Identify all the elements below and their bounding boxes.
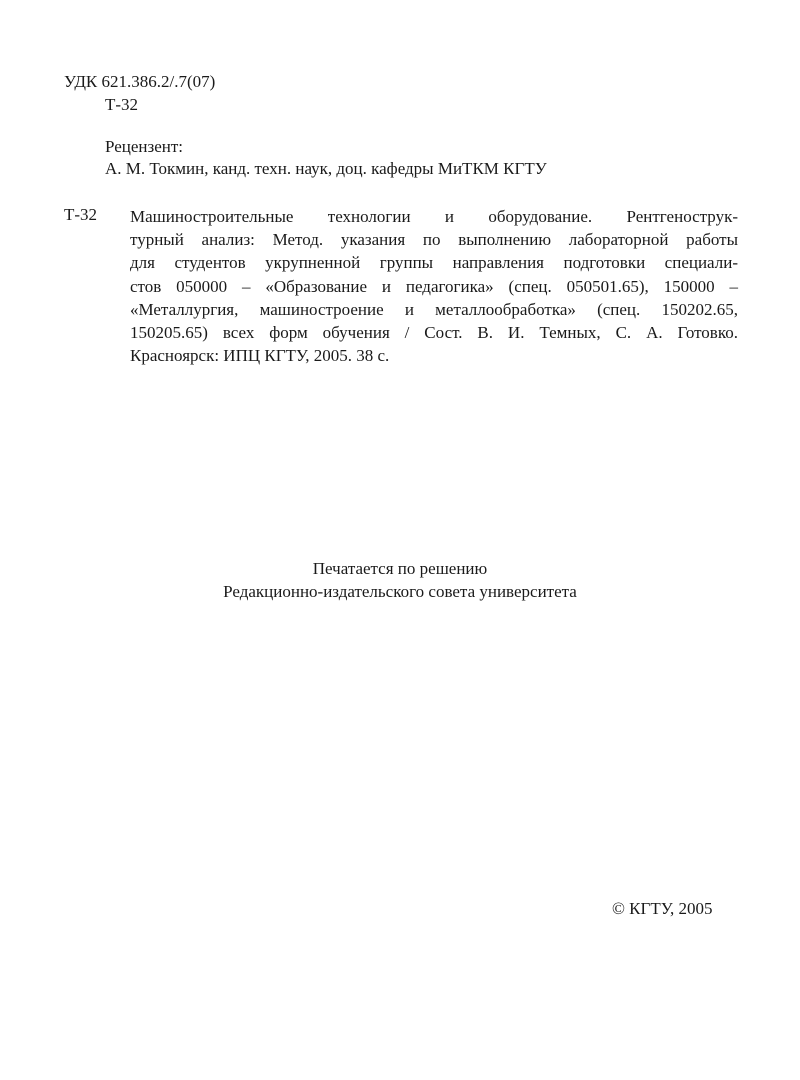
copyright-notice: © КГТУ, 2005 bbox=[612, 899, 713, 918]
entry-line: для студентов укрупненной группы направления подготовки специали- bbox=[130, 253, 738, 273]
approval-line-2: Редакционно-издательского совета университета bbox=[223, 582, 577, 601]
bibliographic-entry bbox=[130, 205, 738, 367]
entry-line: «Металлургия, машиностроение и металлообработка» (спец. 150202.65, bbox=[130, 299, 738, 319]
entry-line: Машиностроительные технологии и оборудование. Рентгенострук- bbox=[130, 207, 738, 226]
reviewer-label: Рецензент: bbox=[105, 137, 184, 156]
entry-line: стов 050000 – «Образование и педагогика» (спец. 050501.65), 150000 – bbox=[130, 276, 738, 296]
entry-line: Красноярск: ИПЦ КГТУ, 2005. 38 с. bbox=[130, 346, 390, 366]
entry-line: 150205.65) всех форм обучения / Сост. В. И. Темных, С. А. Готовко. bbox=[130, 323, 738, 343]
library-code: Т-32 bbox=[105, 95, 139, 114]
entry-line: турный анализ: Метод. указания по выполнению лабораторной работы bbox=[130, 230, 738, 250]
approval-line-1: Печатается по решению bbox=[312, 559, 488, 578]
entry-code: Т-32 bbox=[64, 205, 98, 224]
udk-code: УДК 621.386.2/.7(07) bbox=[64, 72, 216, 91]
reviewer-name: А. М. Токмин, канд. техн. наук, доц. кафедры МиТКМ КГТУ bbox=[105, 159, 547, 178]
